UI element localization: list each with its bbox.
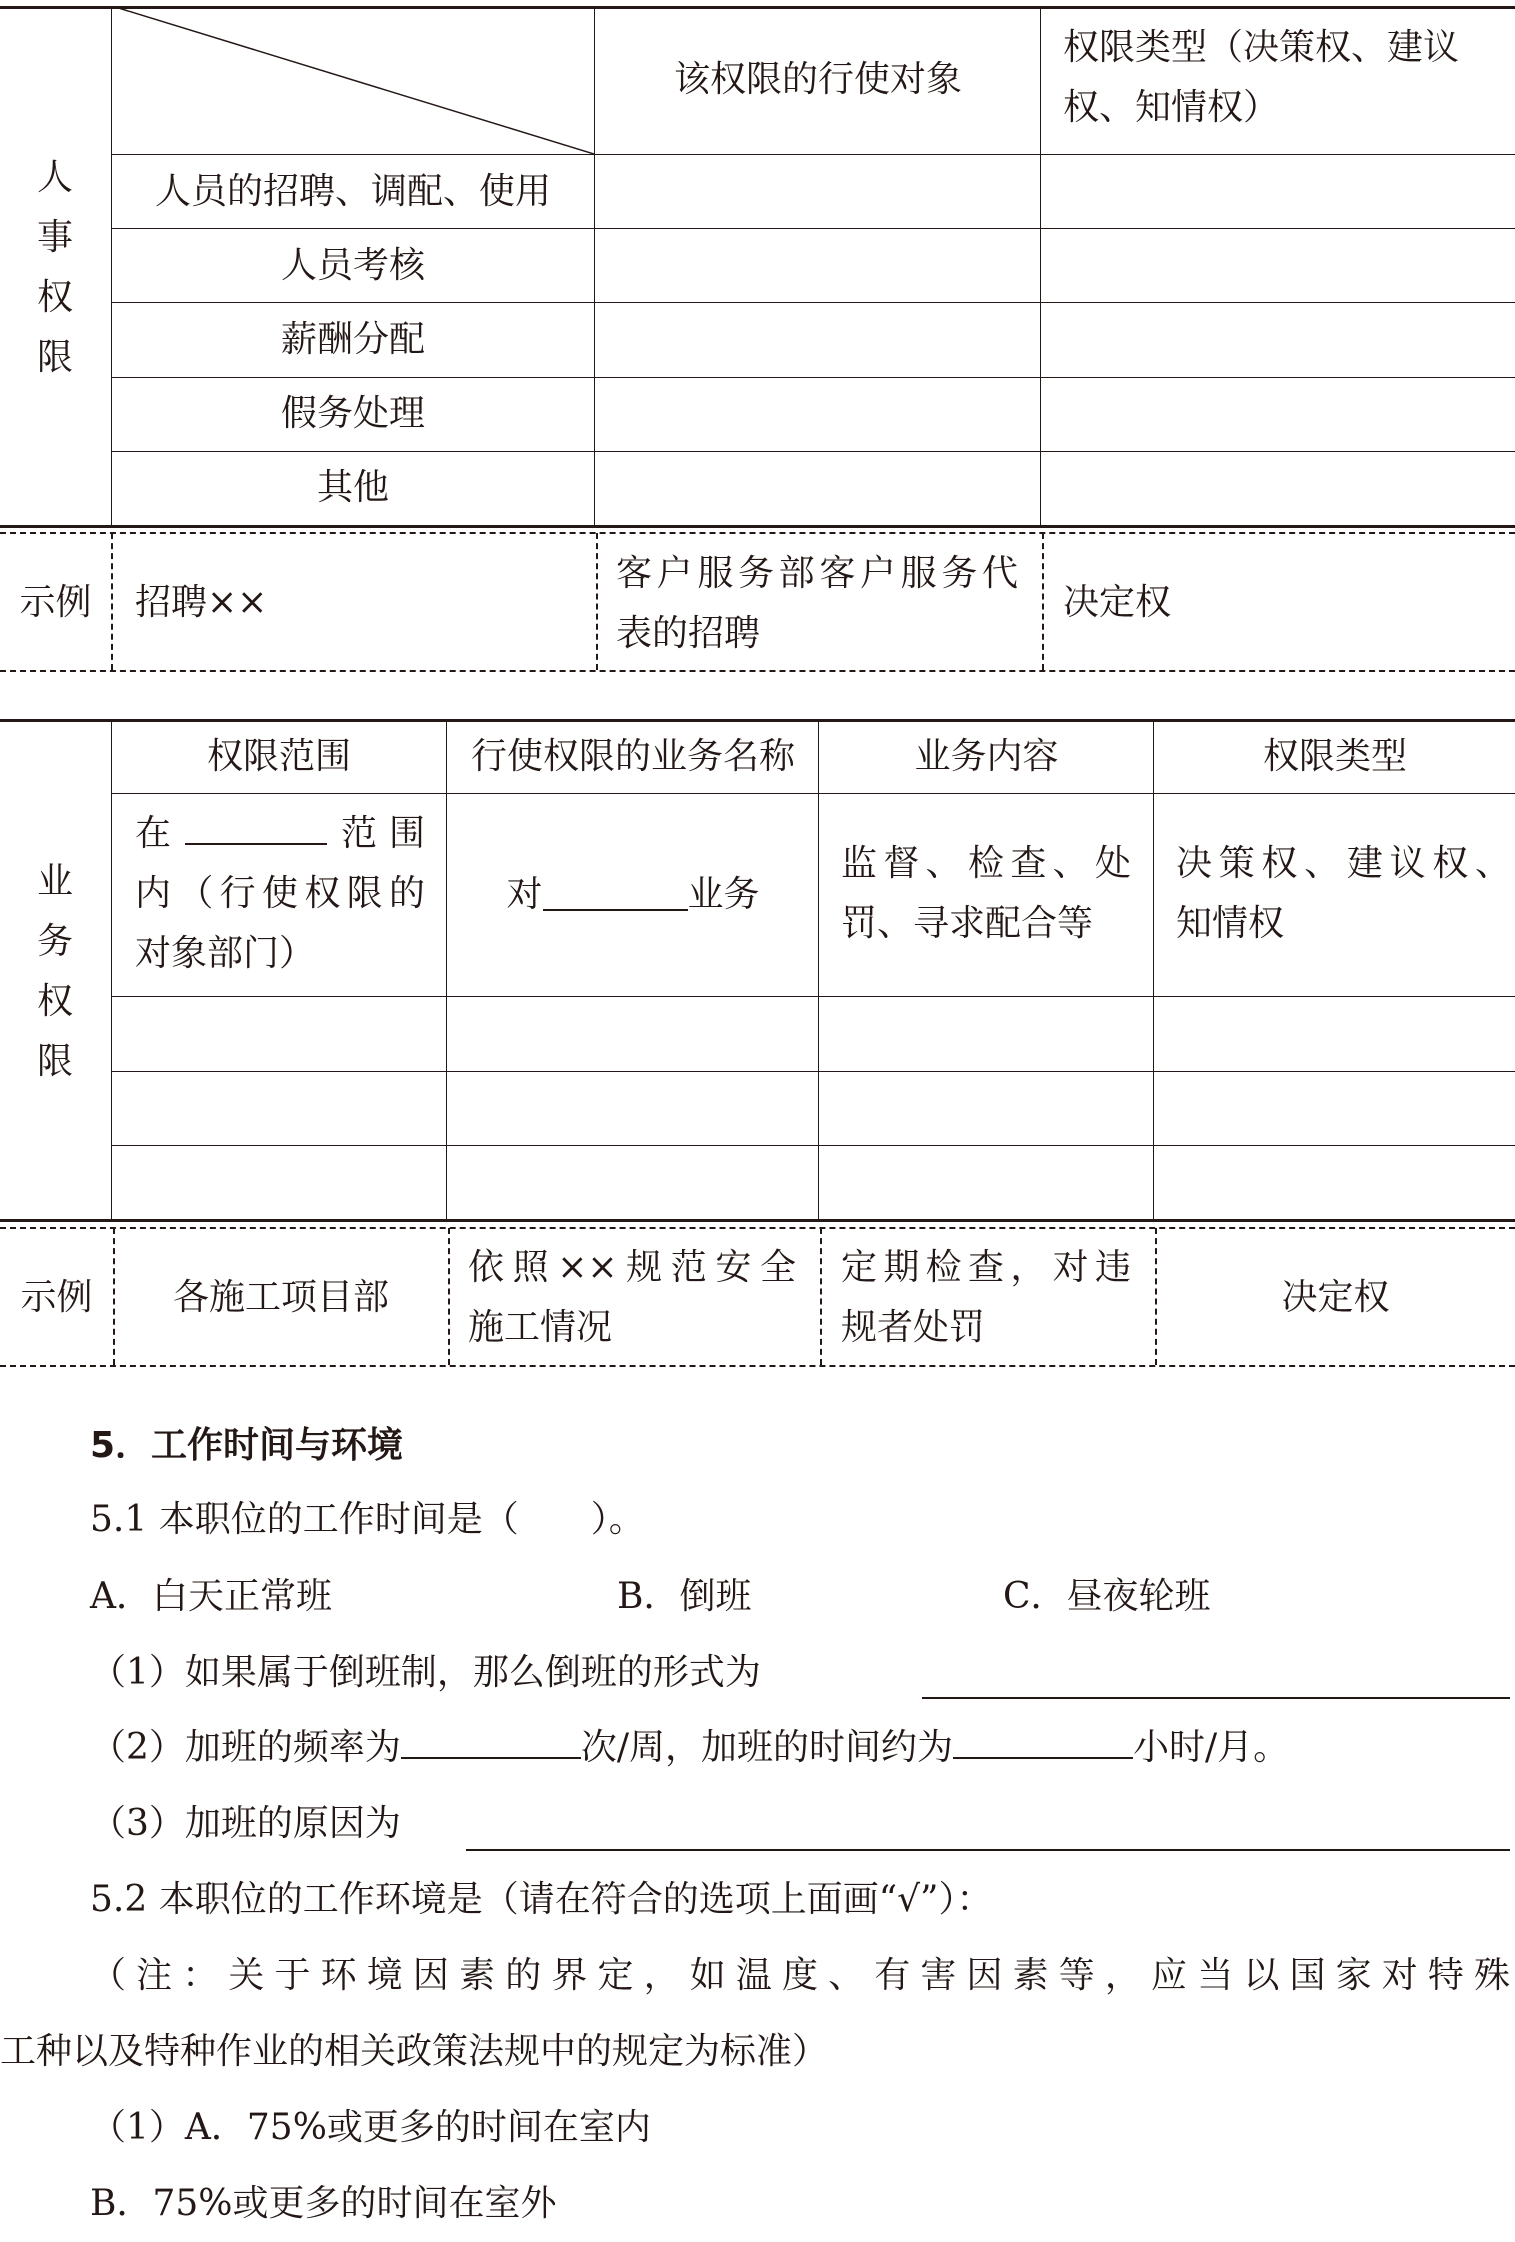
column-divider — [818, 719, 819, 1221]
header-business-name: 行使权限的业务名称 — [470, 736, 795, 777]
row-divider — [112, 302, 1515, 303]
example-name-line1: 依照××规范安全 — [468, 1247, 796, 1288]
row-label-leave: 假务处理 — [280, 393, 425, 434]
example-content-line2: 规者处罚 — [841, 1307, 986, 1348]
option-a: A．白天正常班 — [90, 1576, 332, 1617]
item-3-blank — [466, 1849, 1510, 1851]
example-border-bottom — [0, 670, 1515, 672]
row-divider — [112, 1071, 1515, 1072]
example-label: 示例 — [20, 1276, 93, 1318]
business-name-template — [448, 795, 818, 995]
example-divider — [448, 1228, 450, 1365]
item-1-text: （1）如果属于倒班制，那么倒班的形式为 — [90, 1652, 761, 1693]
row-divider — [112, 996, 1515, 997]
section-char: 事 — [36, 217, 73, 258]
section-char: 务 — [36, 921, 73, 962]
section-heading: 5．工作时间与环境 — [90, 1425, 404, 1466]
example-target-line1: 客户服务部客户服务代 — [616, 553, 1018, 594]
column-divider — [594, 6, 595, 527]
example-content-line1: 定期检查，对违 — [841, 1247, 1131, 1288]
type-line2: 知情权 — [1176, 903, 1285, 944]
example-divider — [820, 1228, 822, 1365]
header-type-line1: 权限类型（决策权、建议 — [1063, 27, 1460, 68]
scope-prefix: 在 — [135, 813, 172, 854]
item-2 — [90, 1710, 1289, 1786]
example-name-line2: 施工情况 — [468, 1307, 613, 1348]
column-divider — [446, 719, 447, 1221]
name-prefix: 对 — [506, 874, 543, 915]
frequency-blank — [401, 1727, 581, 1759]
header-permission-type: 权限类型 — [1262, 736, 1407, 777]
example-item: 招聘×× — [135, 581, 268, 623]
example-target — [616, 544, 1018, 664]
row-label-salary: 薪酬分配 — [280, 319, 425, 360]
item-2-text-a: （2）加班的频率为 — [90, 1727, 401, 1768]
item-3-text: （3）加班的原因为 — [90, 1803, 401, 1844]
section-label-personnel — [35, 148, 75, 388]
example-scope: 各施工项目部 — [172, 1276, 389, 1318]
type-template — [1176, 834, 1511, 954]
note — [90, 1938, 1510, 2014]
item-1-blank — [922, 1697, 1510, 1699]
environment-option-a: （1）A．75%或更多的时间在室内 — [90, 2107, 651, 2148]
section-char: 权 — [36, 277, 73, 318]
hours-blank — [953, 1727, 1133, 1759]
section-char: 权 — [36, 981, 73, 1022]
example-content — [841, 1238, 1131, 1358]
content-line1: 监督、检查、处 — [841, 843, 1131, 884]
header-content: 业务内容 — [914, 736, 1059, 777]
example-divider — [1042, 533, 1044, 670]
row-divider — [112, 154, 1515, 155]
item-2-text-b: 次/周，加班的时间约为 — [580, 1727, 954, 1768]
table-border-bottom — [0, 1219, 1515, 1222]
environment-option-b: B．75%或更多的时间在室外 — [90, 2183, 557, 2224]
option-b: B．倒班 — [617, 1576, 752, 1617]
section-label-business — [35, 852, 75, 1092]
row-label-assessment: 人员考核 — [280, 245, 425, 286]
column-divider — [111, 719, 112, 1221]
example-divider — [596, 533, 598, 670]
scope-line2: 内（行使权限的 — [135, 873, 425, 914]
row-divider — [112, 228, 1515, 229]
example-type: 决定权 — [1063, 581, 1172, 623]
row-divider — [112, 1145, 1515, 1146]
name-suffix: 业务 — [687, 874, 760, 915]
content-line2: 罚、寻求配合等 — [841, 903, 1094, 944]
content-template — [841, 834, 1131, 954]
example-border-top — [0, 1227, 1515, 1229]
note-line2: 工种以及特种作业的相关政策法规中的规定为标准） — [0, 2031, 829, 2072]
header-scope: 权限范围 — [206, 736, 351, 777]
name-blank — [543, 879, 688, 911]
example-divider — [111, 533, 113, 670]
example-business-name — [468, 1238, 796, 1358]
example-target-line2: 表的招聘 — [616, 613, 761, 654]
section-char: 人 — [36, 157, 73, 198]
section-char: 限 — [36, 1041, 73, 1082]
type-line1: 决策权、建议权、 — [1176, 843, 1511, 884]
header-permission-type — [1063, 18, 1459, 138]
option-c: C．昼夜轮班 — [1003, 1576, 1211, 1617]
column-divider — [1040, 6, 1041, 527]
column-divider — [1153, 719, 1154, 1221]
item-2-text-c: 小时/月。 — [1133, 1727, 1290, 1768]
row-label-other: 其他 — [316, 467, 389, 508]
example-border-top — [0, 532, 1515, 534]
item-1 — [90, 1635, 761, 1711]
section-char: 业 — [36, 861, 73, 902]
header-type-line2: 权、知情权） — [1063, 87, 1280, 128]
example-label: 示例 — [19, 581, 92, 623]
scope-template — [135, 804, 437, 984]
item-3 — [90, 1786, 401, 1862]
question-5-2: 5.2 本职位的工作环境是（请在符合的选项上面画“√”）： — [90, 1879, 993, 1920]
scope-blank — [185, 813, 327, 845]
section-char: 限 — [36, 337, 73, 378]
example-border-bottom — [0, 1365, 1515, 1367]
row-label-recruitment: 人员的招聘、调配、使用 — [154, 171, 551, 212]
scope-suffix: 范围 — [340, 813, 437, 854]
diagonal-header-line — [112, 6, 594, 154]
example-type: 决定权 — [1281, 1276, 1390, 1318]
question-5-1: 5.1 本职位的工作时间是（ ）。 — [90, 1499, 645, 1540]
table-border-bottom — [0, 525, 1515, 528]
header-target: 该权限的行使对象 — [673, 59, 962, 100]
row-divider — [112, 793, 1515, 794]
scope-line3: 对象部门） — [135, 933, 316, 974]
note-line1: （注：关于环境因素的界定，如温度、有害因素等，应当以国家对特殊 — [90, 1955, 1510, 1996]
